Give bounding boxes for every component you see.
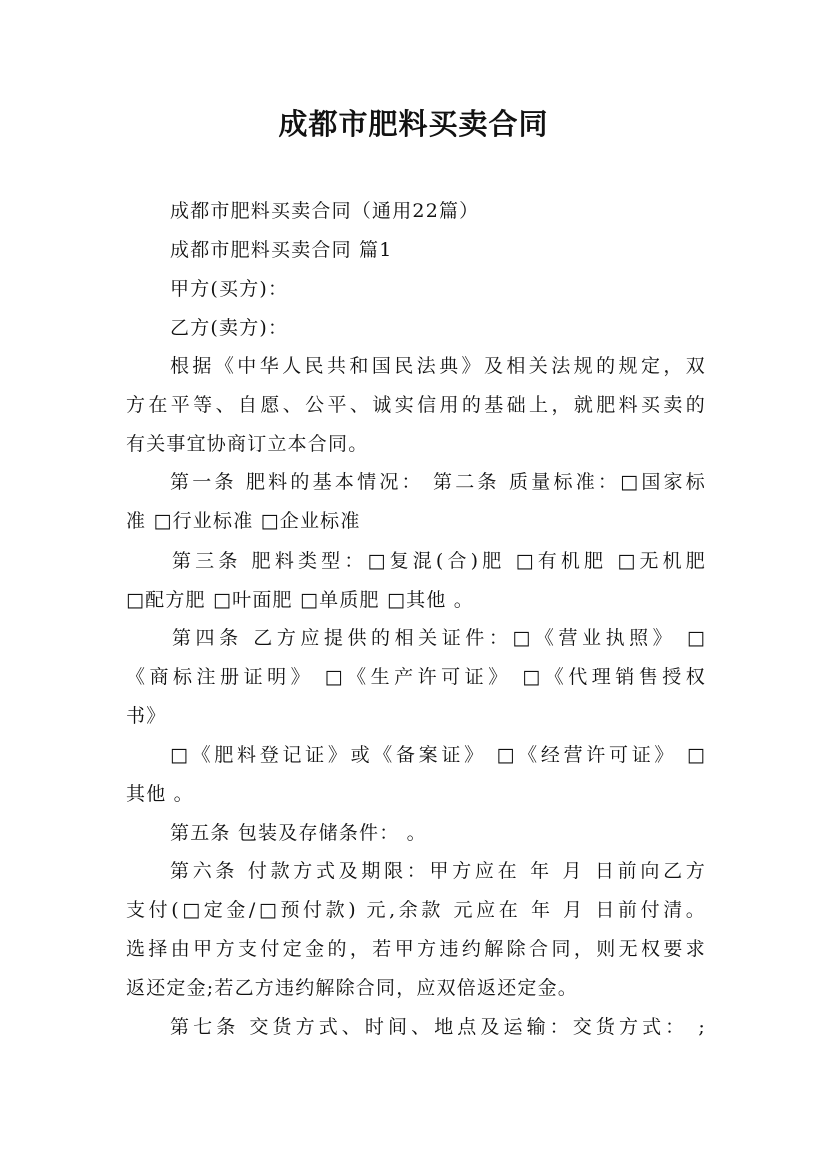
paragraph-line: 第四条 乙方应提供的相关证件：□《营业执照》 □ xyxy=(172,627,706,649)
paragraph-line: 返还定金;若乙方违约解除合同，应双倍返还定金。 xyxy=(126,977,579,999)
paragraph-line: 准 □行业标准 □企业标准 xyxy=(126,510,361,532)
paragraph-line: 第六条 付款方式及期限：甲方应在 年 月 日前向乙方 xyxy=(170,860,706,882)
paragraph-line: □《肥料登记证》或《备案证》 □《经营许可证》 □ xyxy=(170,744,706,766)
paragraph-line: 书》 xyxy=(126,705,167,727)
paragraph-line: 甲方(买方)： xyxy=(170,278,289,300)
paragraph-line: 乙方(卖方)： xyxy=(170,317,289,339)
paragraph-line: 选择由甲方支付定金的，若甲方违约解除合同，则无权要求 xyxy=(126,938,706,960)
paragraph-line: 有关事宜协商订立本合同。 xyxy=(126,433,369,455)
paragraph-line: 其他 。 xyxy=(126,783,194,805)
paragraph-line: 成都市肥料买卖合同（通用22篇） xyxy=(170,200,480,222)
document-title: 成都市肥料买卖合同 xyxy=(278,107,549,141)
paragraph-line: 方在平等、自愿、公平、诚实信用的基础上，就肥料买卖的 xyxy=(126,394,706,416)
paragraph-line: □配方肥 □叶面肥 □单质肥 □其他 。 xyxy=(126,589,474,611)
paragraph-line: 《商标注册证明》 □《生产许可证》 □《代理销售授权 xyxy=(126,666,706,688)
paragraph-line: 支付(□定金/□预付款) 元,余款 元应在 年 月 日前付清。 xyxy=(126,899,706,921)
paragraph-line: 第一条 肥料的基本情况： 第二条 质量标准：□国家标 xyxy=(170,471,706,493)
paragraph-line: 第七条 交货方式、时间、地点及运输：交货方式： ; xyxy=(170,1016,706,1038)
paragraph-line: 第三条 肥料类型：□复混(合)肥 □有机肥 □无机肥 xyxy=(172,550,706,572)
paragraph-line: 第五条 包装及存储条件： 。 xyxy=(170,822,427,844)
paragraph-line: 根据《中华人民共和国民法典》及相关法规的规定，双 xyxy=(170,355,706,377)
paragraph-line: 成都市肥料买卖合同 篇1 xyxy=(170,239,393,261)
